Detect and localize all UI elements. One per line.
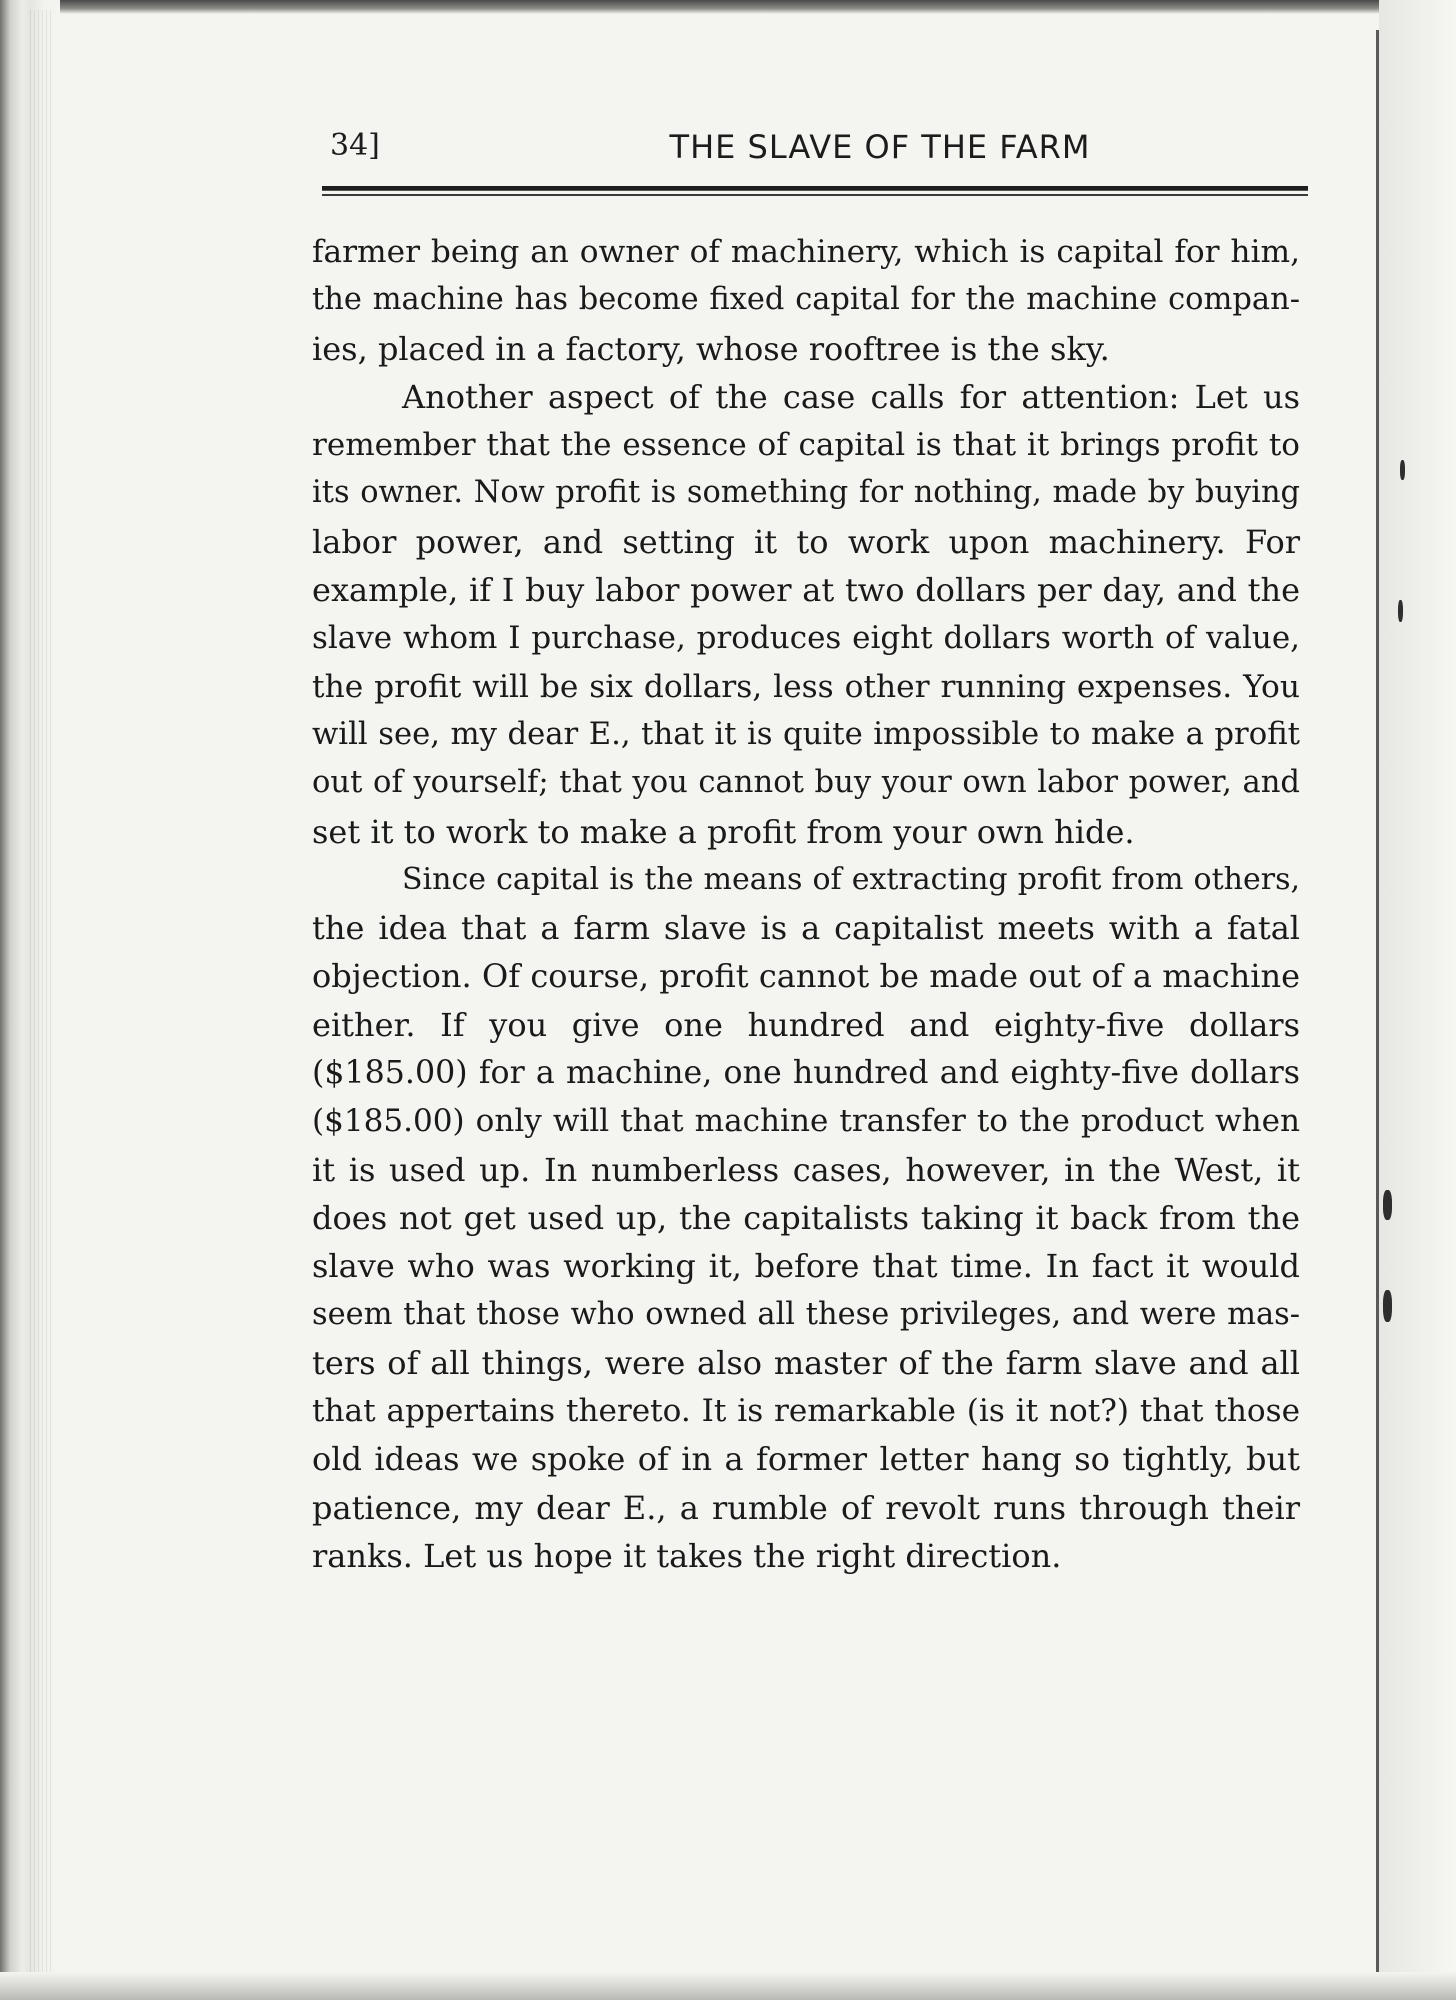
- margin-mark: [1398, 600, 1403, 622]
- text-line: set it to work to make a profit from your own hide.: [312, 812, 1135, 851]
- text-line: example, if I buy labor power at two dollars per day, and the: [312, 571, 1300, 610]
- page-stack-lines: [30, 10, 54, 2000]
- text-line: the profit will be six dollars, less other running expenses. You: [312, 668, 1300, 705]
- page-header: [330, 128, 1310, 178]
- text-line: Another aspect of the case calls for attention: Let us: [402, 377, 1300, 416]
- paragraph-3: [312, 856, 1300, 1580]
- body-text: [312, 228, 1300, 1580]
- text-line: patience, my dear E., a rumble of revolt runs through their: [312, 1488, 1300, 1527]
- facing-page-margin: [1379, 0, 1456, 2000]
- text-line: ters of all things, were also master of the farm slave and all: [312, 1343, 1300, 1382]
- text-line: either. If you give one hundred and eighty-five dollars: [312, 1005, 1300, 1044]
- text-line: that appertains thereto. It is remarkable (is it not?) that those: [312, 1393, 1300, 1430]
- text-line: labor power, and setting it to work upon machinery. For: [312, 522, 1300, 561]
- text-line: will see, my dear E., that it is quite impossible to make a profit: [312, 716, 1300, 752]
- text-line: does not get used up, the capitalists taking it back from the: [312, 1198, 1300, 1237]
- page-number: 34]: [330, 128, 380, 163]
- text-line: slave whom I purchase, produces eight dollars worth of value,: [312, 620, 1300, 657]
- scan-bottom-edge: [0, 1972, 1456, 2000]
- text-line: old ideas we spoke of in a former letter hang so tightly, but: [312, 1440, 1300, 1479]
- text-line: out of yourself; that you cannot buy your own labor power, and: [312, 765, 1300, 801]
- text-line: Since capital is the means of extracting profit from others,: [402, 861, 1300, 897]
- text-line: remember that the essence of capital is that it brings profit to: [312, 427, 1300, 464]
- header-rule-thin: [322, 194, 1308, 196]
- text-line: farmer being an owner of machinery, which is capital for him,: [312, 234, 1300, 270]
- page-fold-line: [1376, 30, 1379, 2000]
- text-line: ies, placed in a factory, whose rooftree is the sky.: [312, 329, 1110, 368]
- text-line: it is used up. In numberless cases, however, in the West, it: [312, 1150, 1300, 1189]
- margin-mark: [1400, 460, 1405, 480]
- margin-mark: [1383, 1190, 1392, 1220]
- text-line: ($185.00) for a machine, one hundred and eighty-five dollars: [312, 1055, 1300, 1092]
- text-line: its owner. Now profit is something for nothing, made by buying: [312, 475, 1300, 511]
- paragraph-2: [312, 373, 1300, 856]
- scan-top-edge: [0, 0, 1456, 14]
- text-line: the idea that a farm slave is a capitalist meets with a fatal: [312, 909, 1300, 948]
- running-title: THE SLAVE OF THE FARM: [669, 128, 1091, 166]
- text-line: ranks. Let us hope it takes the right direction.: [312, 1537, 1062, 1576]
- header-rule: [322, 186, 1308, 191]
- text-line: objection. Of course, profit cannot be made out of a machine: [312, 957, 1300, 996]
- text-line: ($185.00) only will that machine transfer to the product when: [312, 1103, 1300, 1140]
- text-line: slave who was working it, before that time. In fact it would: [312, 1247, 1300, 1286]
- text-line: the machine has become fixed capital for the machine compan-: [312, 282, 1300, 318]
- text-line: seem that those who owned all these privileges, and were mas-: [312, 1296, 1300, 1332]
- paragraph-1: [312, 228, 1300, 373]
- margin-mark: [1383, 1290, 1392, 1322]
